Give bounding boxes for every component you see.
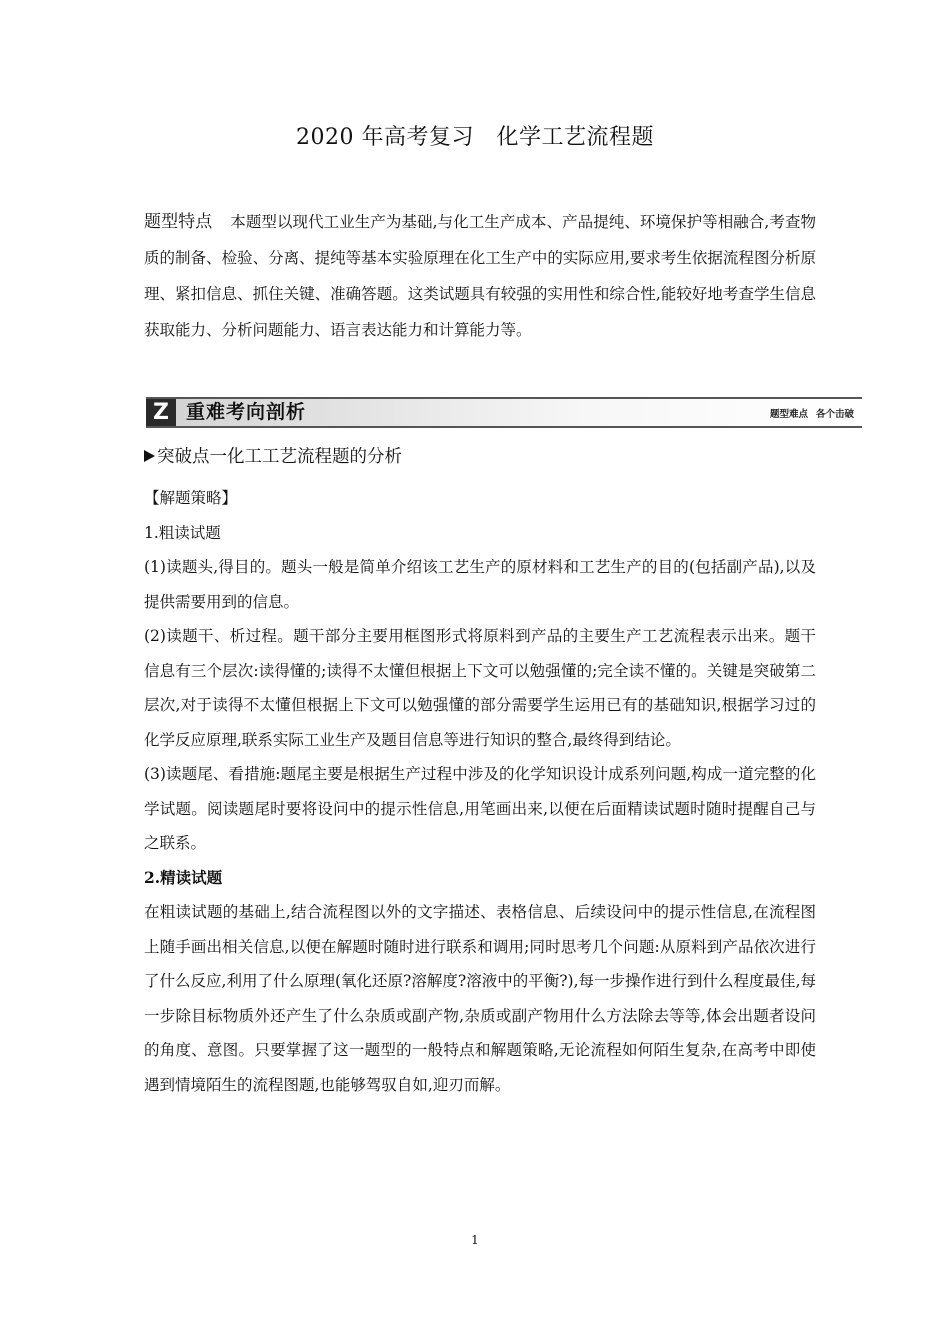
- paragraph-1: (1)读题头,得目的。题头一般是简单介绍该工艺生产的原材料和工艺生产的目的(包括副产品),以及提供需要用到的信息。: [144, 558, 816, 611]
- intro-text: 本题型以现代工业生产为基础,与化工生产成本、产品提纯、环境保护等相融合,考查物质的制备、检验、分离、提纯等基本实验原理在化工生产中的实际应用,要求考生依据流程图分析原理、紧扣信息、抓住关键、准确答题。这类试题具有较强的实用性和综合性,能较好地考查学生信息获取能力、分析问题能力、语言表达能力和计算能力等。: [144, 213, 817, 339]
- banner-subtitle-1: 题型难点: [769, 409, 808, 420]
- section-banner: [146, 397, 862, 428]
- section-heading: [144, 443, 402, 468]
- banner-subtitle: [762, 406, 854, 420]
- body-text: [144, 481, 816, 1102]
- section-heading-text: 突破点一化工工艺流程题的分析: [157, 447, 402, 467]
- page-number: 1: [471, 1233, 479, 1247]
- banner-letter-icon: Z: [146, 399, 176, 426]
- paragraph-heading-1: 1.粗读试题: [144, 523, 221, 542]
- paragraph-2: (2)读题干、析过程。题干部分主要用框图形式将原料到产品的主要生产工艺流程表示出来。题干信息有三个层次:读得懂的;读得不太懂但根据上下文可以勉强懂的;完全读不懂的。关键是突破第二层次,对于读得不太懂但根据上下文可以勉强懂的部分需要学生运用已有的基础知识,根据学习过的化学反应原理,联系实际工业生产及题目信息等进行知识的整合,最终得到结论。: [144, 627, 816, 749]
- triangle-marker-icon: [144, 450, 155, 462]
- paragraph-3: (3)读题尾、看措施:题尾主要是根据生产过程中涉及的化学知识设计成系列问题,构成一道完整的化学试题。阅读题尾时要将设问中的提示性信息,用笔画出来,以便在后面精读试题时随时提醒自己与之联系。: [144, 765, 816, 852]
- banner-subtitle-2: 各个击破: [815, 409, 854, 420]
- banner-title: 重难考向剖析: [186, 401, 307, 423]
- intro-paragraph: [144, 204, 816, 348]
- paragraph-heading-2: 2.精读试题: [144, 867, 223, 887]
- document-title: 2020 年高考复习 化学工艺流程题: [296, 125, 654, 150]
- intro-lead: 题型特点: [144, 212, 213, 232]
- paragraph-4: 在粗读试题的基础上,结合流程图以外的文字描述、表格信息、后续设问中的提示性信息,在流程图上随手画出相关信息,以便在解题时随时进行联系和调用;同时思考几个问题:从原料到产品依次进行了什么反应,利用了什么原理(氧化还原?溶解度?溶液中的平衡?),每一步操作进行到什么程度最佳,每一步除目标物质外还产生了什么杂质或副产物,杂质或副产物用什么方法除去等等,体会出题者设问的角度、意图。只要掌握了这一题型的一般特点和解题策略,无论流程如何陌生复杂,在高考中即使遇到情境陌生的流程图题,也能够驾驭自如,迎刃而解。: [144, 903, 816, 1094]
- paragraph-strategy-label: 【解题策略】: [144, 489, 238, 507]
- banner-bottom-rule: [146, 426, 862, 428]
